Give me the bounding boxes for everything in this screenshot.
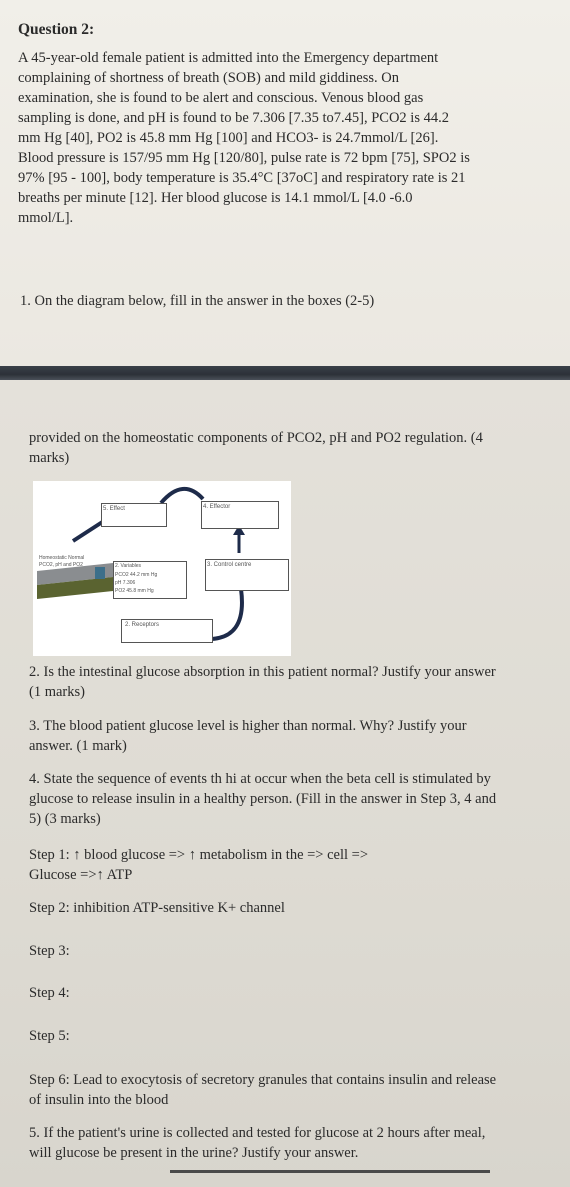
homeostasis-diagram bbox=[33, 481, 291, 656]
question-1-line-2: provided on the homeostatic components of PCO2, pH and PO2 regulation. (4 marks) bbox=[29, 430, 483, 466]
step-1 bbox=[29, 845, 509, 885]
variables-label: 2. Variables bbox=[115, 563, 142, 569]
variables-pco2: PCO2 44.2 mm Hg bbox=[115, 572, 158, 578]
case-paragraph: A 45-year-old female patient is admitted into the Emergency department complaining of shortness of breath (SOB) and mild giddiness. On examination, she is found to be alert and conscious. Venous blood gas sampling is done, and pH is found to be 7.306 [7.35 to7.45], PCO2 is 44.2 mm Hg [40], PO2 is 45.8 mm Hg [100] and HCO3- is 24.7mmol/L [26]. Blood pressure is 157/95 mm Hg [120/80], pulse rate is 72 bpm [75], SPO2 is 97% [95 - 100], body temperature is 35.4°C [37oC] and respiratory rate is 21 breaths per minute [12]. Her blood glucose is 14.1 mmol/L [4.0 -6.0 mmol/L]. bbox=[18, 50, 470, 226]
step-1-line-2: Glucose =>↑ ATP bbox=[29, 867, 133, 883]
stimulus-bar-teal bbox=[95, 567, 105, 579]
effector-box-label: 4. Effector bbox=[203, 504, 231, 510]
variables-ph: pH 7.306 bbox=[115, 580, 136, 586]
effect-box-label: 5. Effect bbox=[103, 506, 125, 512]
step-4[interactable]: Step 4: bbox=[29, 985, 70, 1001]
step-6: Step 6: Lead to exocytosis of secretory granules that contains insulin and release of insulin into the blood bbox=[29, 1072, 497, 1108]
stimulus-label-2: PCO2, pH and PO2 bbox=[39, 562, 83, 568]
question-3: 3. The blood patient glucose level is higher than normal. Why? Justify your answer. (1 mark) bbox=[29, 718, 467, 754]
question-title: Question 2: bbox=[18, 21, 95, 38]
step-1-line-1: Step 1: ↑ blood glucose => ↑ metabolism in the => cell => bbox=[29, 847, 369, 863]
question-5: 5. If the patient's urine is collected and tested for glucose at 2 hours after meal, will glucose be present in the urine? Justify your answer. bbox=[29, 1125, 486, 1161]
variables-po2: PO2 45.8 mm Hg bbox=[115, 588, 154, 594]
question-4: 4. State the sequence of events th hi at occur when the beta cell is stimulated by glucose to release insulin in a healthy person. (Fill in the answer in Step 3, 4 and 5) (3 marks) bbox=[29, 771, 497, 827]
step-3[interactable]: Step 3: bbox=[29, 943, 70, 959]
control-centre-box-label: 3. Control centre bbox=[207, 562, 252, 568]
step-5[interactable]: Step 5: bbox=[29, 1028, 70, 1044]
top-curved-arrow bbox=[161, 489, 203, 503]
receptors-box-label: 2. Receptors bbox=[125, 622, 160, 628]
stimulus-label-1: Homeostatic Normal bbox=[39, 555, 85, 561]
question-1-line-1: 1. On the diagram below, fill in the answer in the boxes (2-5) bbox=[20, 293, 375, 309]
question-2: 2. Is the intestinal glucose absorption in this patient normal? Justify your answer (1 marks) bbox=[29, 664, 496, 700]
page-divider bbox=[0, 366, 570, 380]
step-2: Step 2: inhibition ATP-sensitive K+ channel bbox=[29, 900, 285, 916]
bottom-answer-line bbox=[170, 1170, 490, 1173]
